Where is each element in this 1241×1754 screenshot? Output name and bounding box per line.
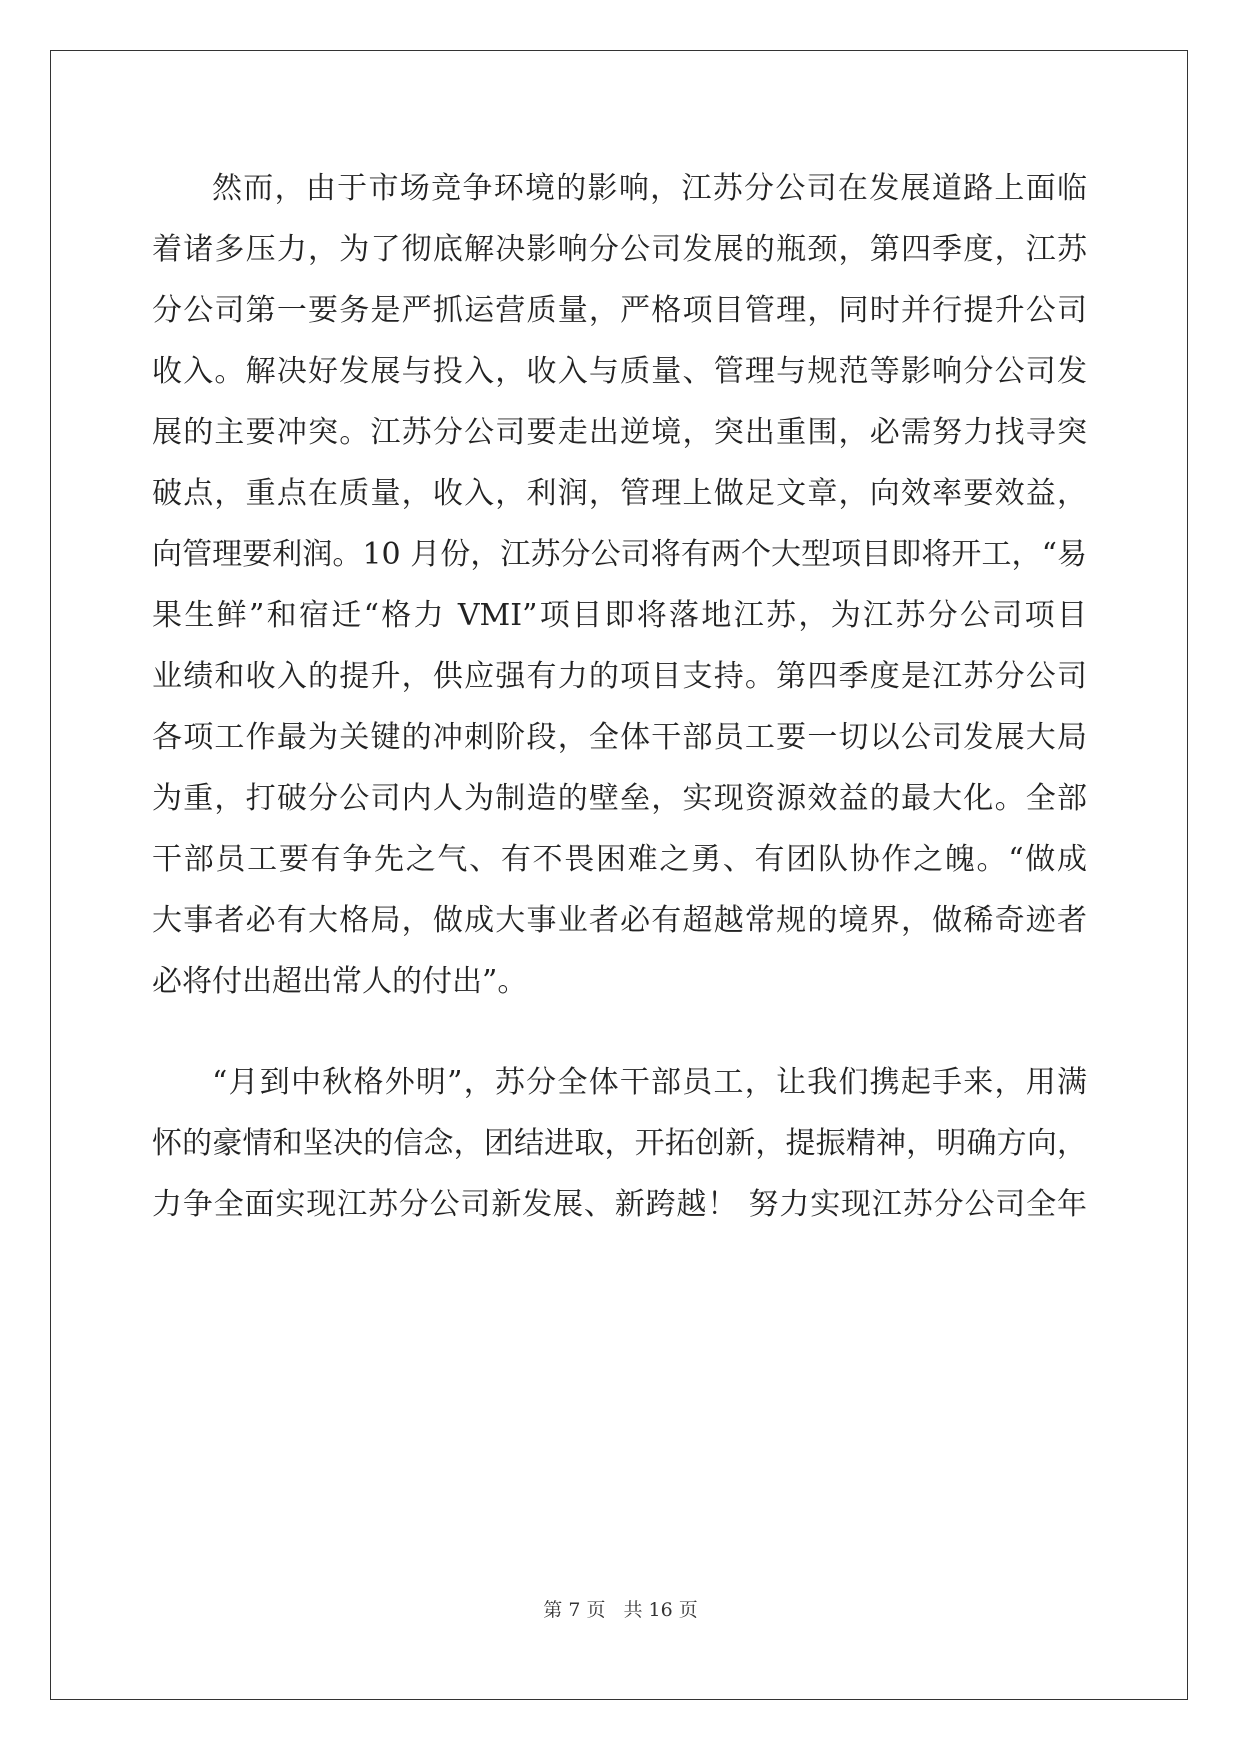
text-line: 着诸多压力，为了彻底解决影响分公司发展的瓶颈，第四季度，江苏 [152,232,1087,267]
text-line: 业绩和收入的提升，供应强有力的项目支持。第四季度是江苏分公司 [152,659,1087,694]
text-line: 各项工作最为关键的冲刺阶段，全体干部员工要一切以公司发展大局 [152,720,1087,755]
text-line: 大事者必有大格局，做成大事业者必有超越常规的境界，做稀奇迹者 [152,903,1087,938]
page-footer [0,1595,1241,1622]
paragraph-2 [152,1052,1087,1235]
text-line: 然而，由于市场竞争环境的影响，江苏分公司在发展道路上面临 [212,171,1087,206]
text-line: 分公司第一要务是严抓运营质量，严格项目管理，同时并行提升公司 [152,293,1087,328]
text-line: 收入。解决好发展与投入，收入与质量、管理与规范等影响分公司发 [152,354,1087,389]
document-body [152,158,1087,1235]
text-line: 向管理要利润。10 月份，江苏分公司将有两个大型项目即将开工，“易 [152,537,1087,572]
text-line: 破点，重点在质量，收入，利润，管理上做足文章，向效率要效益， [152,476,1087,511]
page-number: 第 7 页 [543,1599,606,1621]
text-line: 展的主要冲突。江苏分公司要走出逆境，突出重围，必需努力找寻突 [152,415,1087,450]
text-line: 必将付出超出常人的付出”。 [152,964,528,999]
text-line: 为重，打破分公司内人为制造的壁垒，实现资源效益的最大化。全部 [152,781,1087,816]
text-line: 力争全面实现江苏分公司新发展、新跨越！ 努力实现江苏分公司全年 [152,1187,1087,1222]
text-line: 干部员工要有争先之气、有不畏困难之勇、有团队协作之魄。“做成 [152,842,1087,877]
text-line: 果生鲜”和宿迁“格力 VMI”项目即将落地江苏，为江苏分公司项目 [152,598,1087,633]
paragraph-1 [152,158,1087,1012]
text-line: “月到中秋格外明”，苏分全体干部员工，让我们携起手来，用满 [212,1065,1087,1100]
text-line: 怀的豪情和坚决的信念，团结进取，开拓创新，提振精神，明确方向， [152,1126,1087,1161]
page-total: 共 16 页 [623,1599,698,1621]
paragraph-spacer [152,1012,1087,1052]
